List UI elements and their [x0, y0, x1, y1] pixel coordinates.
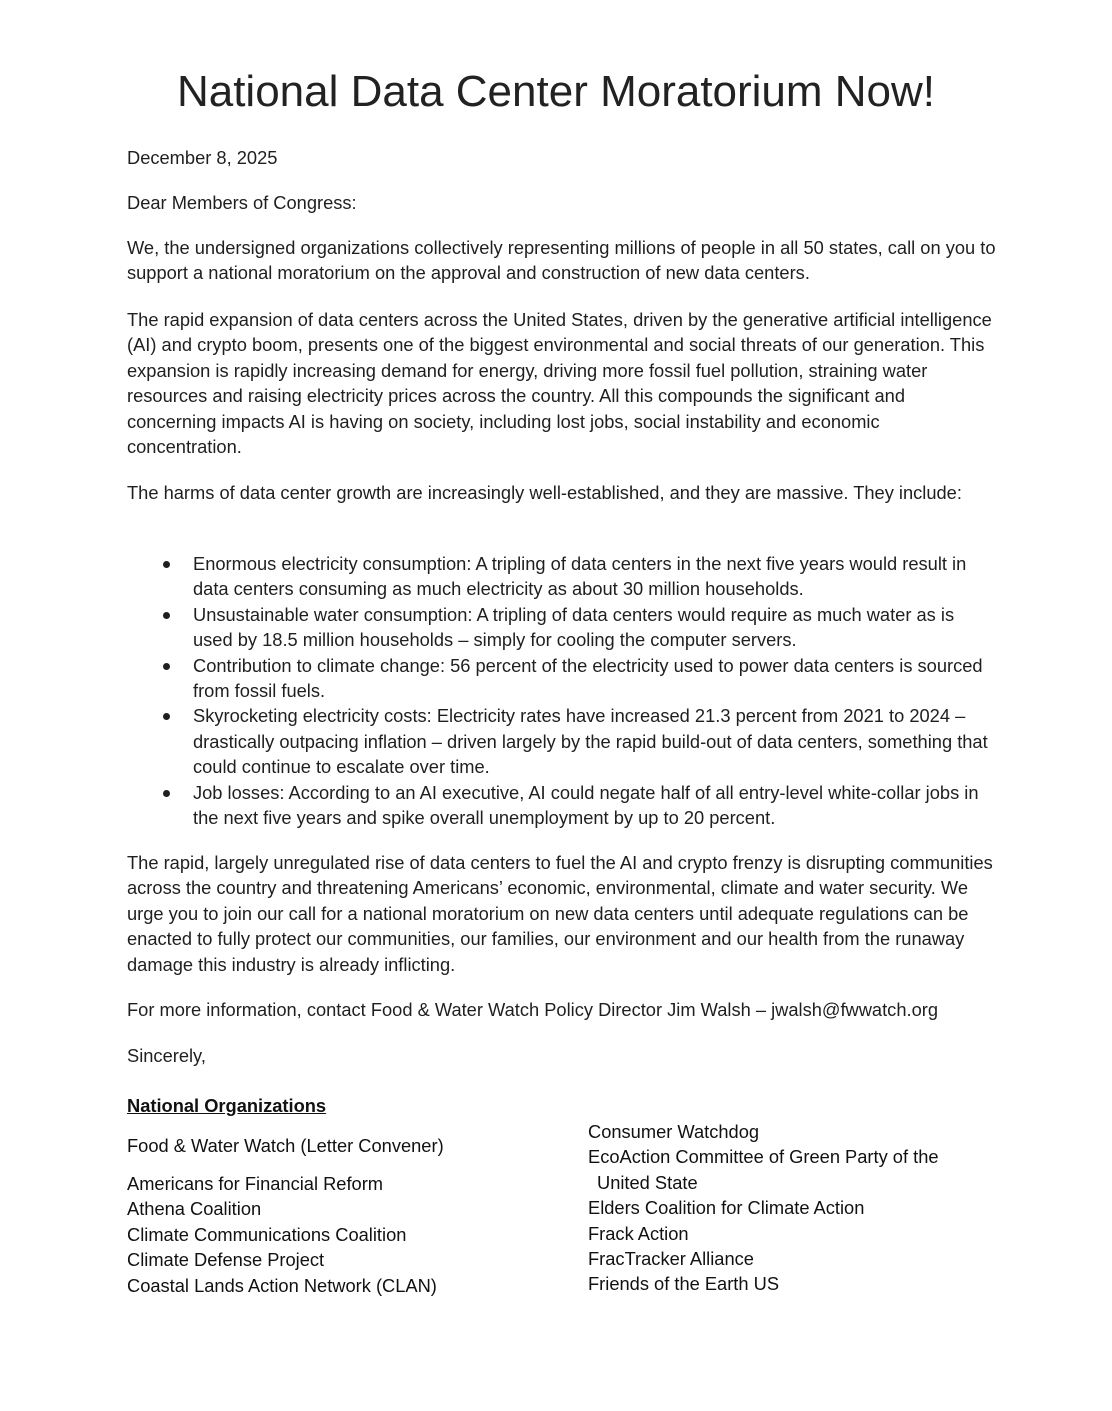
expansion-paragraph: The rapid expansion of data centers across the United States, driven by the generative artificial intelligence (AI) and crypto boom, presents one of the biggest environmental and social threats of our generation. This expansion is rapidly increasing demand for energy, driving more fossil fuel pollution, straining water resources and raising electricity prices across the country. All this compounds the significant and concerning impacts AI is having on society, including lost jobs, social instability and economic concentration.	[127, 309, 992, 458]
salutation: Dear Members of Congress:	[127, 192, 357, 213]
organization-item: Coastal Lands Action Network (CLAN)	[127, 1274, 437, 1296]
organization-item-continuation: United State	[597, 1171, 698, 1193]
harm-text: Job losses: According to an AI executive, AI could negate half of all entry-level white-collar jobs in the next five years and spike overall unemployment by up to 20 percent.	[193, 781, 979, 829]
harm-item-electricity	[127, 551, 997, 602]
harm-text: Skyrocketing electricity costs: Electricity rates have increased 21.3 percent from 2021 to 2024 – drastically outpacing inflation – driven largely by the rapid build-out of data centers, something that could continue to escalate over time.	[193, 705, 988, 778]
signoff: Sincerely,	[127, 1045, 206, 1066]
harm-item-costs	[127, 703, 997, 779]
bullet-icon	[163, 790, 170, 797]
convener-organization: Food & Water Watch (Letter Convener)	[127, 1135, 444, 1156]
harm-text: Enormous electricity consumption: A tripling of data centers in the next five years would result in data centers consuming as much electricity as about 30 million households.	[193, 553, 967, 600]
organization-item: Friends of the Earth US	[588, 1273, 780, 1295]
bullet-icon	[163, 713, 170, 720]
organization-item: Athena Coalition	[127, 1198, 262, 1220]
harm-item-water	[127, 602, 997, 653]
intro-paragraph: We, the undersigned organizations collectively representing millions of people in all 50 states, call on you to support a national moratorium on the approval and construction of new data centers.	[127, 237, 996, 284]
organization-item: Climate Communications Coalition	[127, 1223, 407, 1245]
organizations-right-column	[588, 1119, 939, 1297]
contact-line: For more information, contact Food & Water Watch Policy Director Jim Walsh – jwalsh@fwwatch.org	[127, 999, 938, 1020]
bullet-icon	[163, 561, 170, 568]
national-organizations-heading: National Organizations	[127, 1095, 327, 1116]
organizations-left-column	[127, 1171, 437, 1298]
harms-intro-paragraph: The harms of data center growth are increasingly well-established, and they are massive. They include:	[127, 482, 962, 503]
organization-item: Elders Coalition for Climate Action	[588, 1197, 865, 1219]
harm-item-climate	[127, 653, 997, 704]
harm-text: Contribution to climate change: 56 percent of the electricity used to power data centers is sourced from fossil fuels.	[193, 654, 983, 702]
organization-item: FracTracker Alliance	[588, 1248, 754, 1270]
organization-item: Consumer Watchdog	[588, 1121, 760, 1142]
letter-date: December 8, 2025	[127, 147, 278, 168]
organization-item: Climate Defense Project	[127, 1249, 325, 1271]
bullet-icon	[163, 663, 170, 670]
harms-list	[127, 551, 997, 830]
harm-text: Unsustainable water consumption: A tripling of data centers would require as much water as is used by 18.5 million households – simply for cooling the computer servers.	[193, 603, 955, 651]
harm-item-jobs	[127, 780, 997, 831]
organization-item: EcoAction Committee of Green Party of the	[588, 1146, 939, 1168]
organization-item: Americans for Financial Reform	[127, 1173, 384, 1194]
page-title: National Data Center Moratorium Now!	[176, 67, 936, 116]
bullet-icon	[163, 612, 170, 619]
organization-item: Frack Action	[588, 1222, 689, 1244]
closing-paragraph: The rapid, largely unregulated rise of data centers to fuel the AI and crypto frenzy is disrupting communities across the country and threatening Americans’ economic, environmental, climate and water security. We urge you to join our call for a national moratorium on new data centers until adequate regulations can be enacted to fully protect our communities, our families, our environment and our health from the runaway damage this industry is already inflicting.	[127, 852, 993, 975]
